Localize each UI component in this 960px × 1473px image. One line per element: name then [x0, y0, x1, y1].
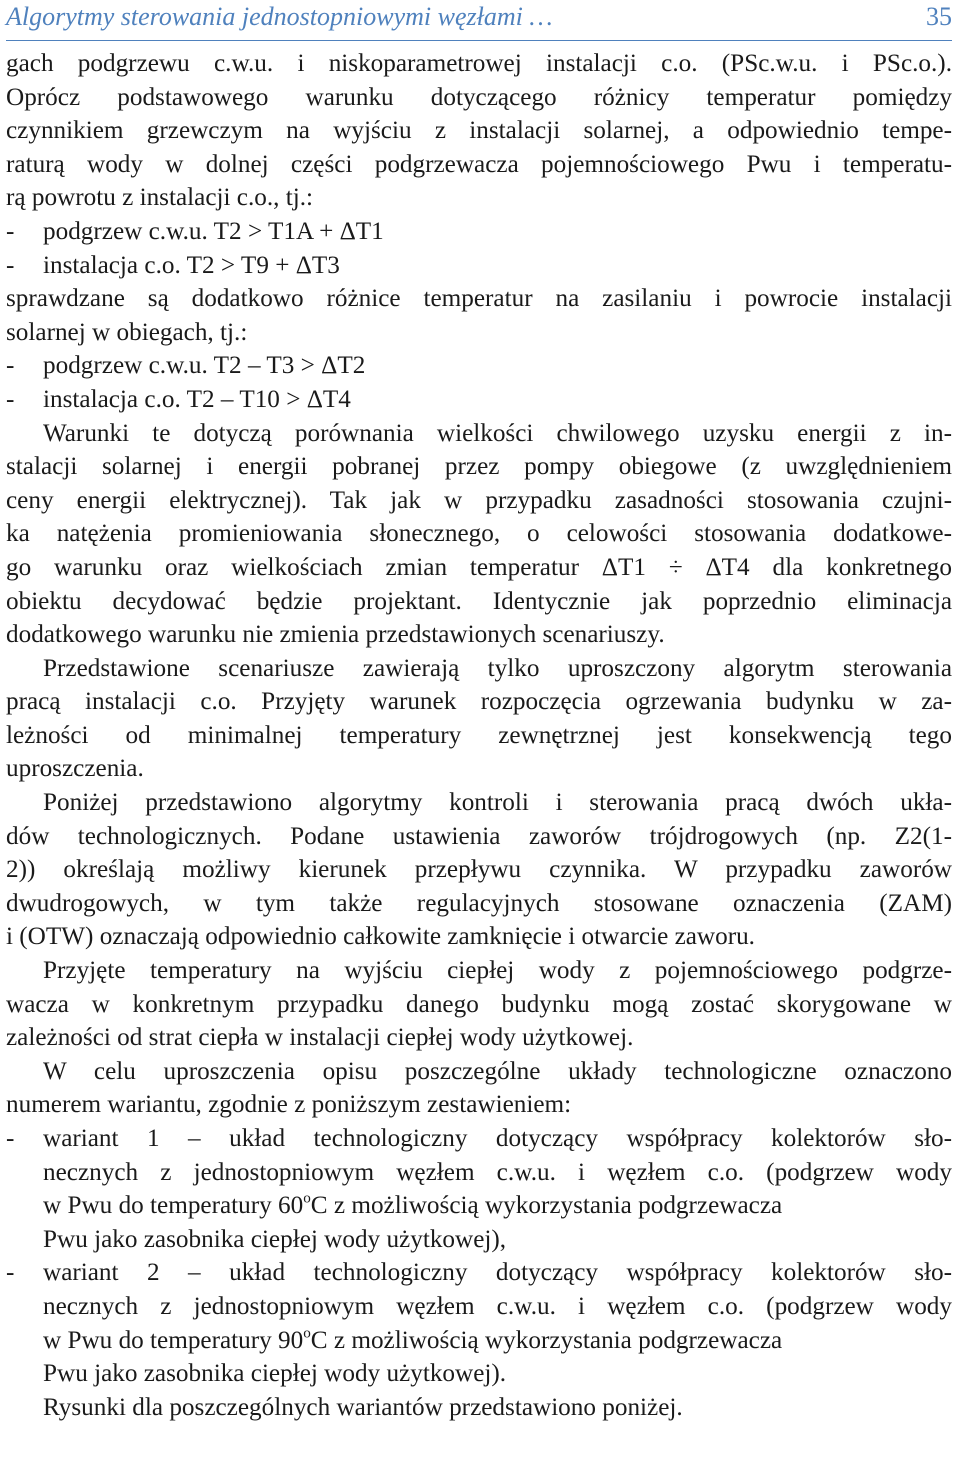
text-line: dwudrogowych, w tym także regulacyjnych stosowane oznaczenia (ZAM): [6, 889, 952, 917]
text-line: ka natężenia promieniowania słonecznego, o celowości stosowania dodatkowe-: [6, 520, 952, 548]
text-line: i (OTW) oznaczają odpowiednio całkowite zamknięcie i otwarcie zaworu.: [6, 923, 755, 951]
list-item-text: instalacja c.o. T2 > T9 + ΔT3: [43, 251, 340, 279]
text-line: Warunki te dotyczą porównania wielkości chwilowego uzysku energii z in-: [43, 419, 952, 447]
text-line: [6, 1324, 952, 1358]
header-title: Algorytmy sterowania jednostopniowymi węzłami …: [6, 2, 553, 31]
text-line: 2)) określają możliwy kierunek przepływu czynnika. W przypadku zaworów: [6, 856, 952, 884]
text-line: gach podgrzewu c.w.u. i niskoparametrowej instalacji c.o. (PSc.w.u. i PSc.o.).: [6, 50, 952, 77]
list-dash: -: [6, 251, 15, 279]
list-dash: -: [6, 352, 15, 380]
text-line: Pwu jako zasobnika ciepłej wody użytkowej),: [43, 1225, 507, 1253]
text-line: wacza w konkretnym przypadku danego budynku mogą zostać skorygowane w: [6, 990, 952, 1018]
list-item: [6, 1122, 952, 1156]
text-line: raturą wody w dolnej części podgrzewacza pojemnościowego Pwu i temperatu-: [6, 150, 952, 178]
page: [6, 0, 952, 1424]
text-fragment: w Pwu do temperatury 60$^o$C z możliwością wykorzystania podgrzewacza: [43, 1190, 783, 1220]
text-line: W celu uproszczenia opisu poszczególne układy technologiczne oznaczono: [43, 1057, 952, 1085]
text-line: Przyjęte temperatury na wyjściu ciepłej wody z pojemnościowego podgrze-: [43, 957, 952, 985]
list-item: [6, 215, 952, 249]
list-item: [6, 349, 952, 383]
text-fragment: w Pwu do temperatury 90$^o$C z możliwością wykorzystania podgrzewacza: [43, 1324, 783, 1354]
text-line: Pwu jako zasobnika ciepłej wody użytkowej).: [43, 1360, 507, 1388]
text-line: Oprócz podstawowego warunku dotyczącego różnicy temperatur pomiędzy: [6, 83, 952, 111]
text-line: solarnej w obiegach, tj.:: [6, 318, 248, 346]
degree-sup: o: [303, 1190, 311, 1207]
text-line: rą powrotu z instalacji c.o., tj.:: [6, 184, 314, 212]
text-line: pracą instalacji c.o. Przyjęty warunek rozpoczęcia ogrzewania budynku w za-: [6, 688, 952, 716]
text-line: sprawdzane są dodatkowo różnice temperatur na zasilaniu i powrocie instalacji: [6, 285, 952, 313]
list-item: [6, 383, 952, 417]
text-line: necznych z jednostopniowym węzłem c.w.u. i węzłem c.o. (podgrzew wody: [43, 1292, 952, 1320]
list-item-text: podgrzew c.w.u. T2 > T1A + ΔT1: [43, 217, 384, 245]
list-item: [6, 249, 952, 283]
list-item-text: wariant 1 – układ technologiczny dotyczący współpracy kolektorów sło-: [43, 1125, 952, 1152]
body-text: [6, 47, 952, 1424]
list-item-text: wariant 2 – układ technologiczny dotyczący współpracy kolektorów sło-: [43, 1259, 952, 1287]
text-line: [6, 1189, 952, 1223]
text-line: numerem wariantu, zgodnie z poniższym zestawieniem:: [6, 1091, 572, 1119]
text-line: obiektu decydować będzie projektant. Identycznie jak poprzednio eliminacja: [6, 587, 952, 615]
list-dash: -: [6, 1125, 15, 1152]
text-line: Rysunki dla poszczególnych wariantów przedstawiono poniżej.: [43, 1393, 683, 1421]
page-number: 35: [926, 2, 952, 31]
list-item-text: instalacja c.o. T2 – T10 > ΔT4: [43, 385, 351, 413]
text-line: czynnikiem grzewczym na wyjściu z instalacji solarnej, a odpowiednio tempe-: [6, 117, 952, 145]
list-dash: -: [6, 1259, 15, 1287]
text-line: go warunku oraz wielkościach zmian temperatur ΔT1 ÷ ΔT4 dla konkretnego: [6, 553, 952, 581]
list-item-text: podgrzew c.w.u. T2 – T3 > ΔT2: [43, 352, 366, 380]
text-line: Poniżej przedstawiono algorytmy kontroli i sterowania pracą dwóch ukła-: [43, 789, 952, 817]
running-header: [6, 0, 952, 41]
text-line: dów technologicznych. Podane ustawienia zaworów trójdrogowych (np. Z2(1-: [6, 822, 952, 850]
list-item: [6, 1256, 952, 1290]
list-dash: -: [6, 217, 15, 245]
text-line: Przedstawione scenariusze zawierają tylko uproszczony algorytm sterowania: [43, 654, 952, 682]
text-line: stalacji solarnej i energii pobranej przez pompy obiegowe (z uwzględnieniem: [6, 453, 952, 481]
text-line: necznych z jednostopniowym węzłem c.w.u. i węzłem c.o. (podgrzew wody: [43, 1158, 952, 1186]
text-line: uproszczenia.: [6, 755, 144, 783]
text-line: zależności od strat ciepła w instalacji ciepłej wody użytkowej.: [6, 1024, 634, 1052]
degree-sup: o: [303, 1324, 311, 1341]
text-line: dodatkowego warunku nie zmienia przedstawionych scenariuszy.: [6, 621, 665, 649]
text-line: ceny energii elektrycznej). Tak jak w przypadku zasadności stosowania czujni-: [6, 486, 952, 514]
list-dash: -: [6, 385, 15, 413]
text-line: leżności od minimalnej temperatury zewnętrznej jest konsekwencją tego: [6, 721, 952, 749]
